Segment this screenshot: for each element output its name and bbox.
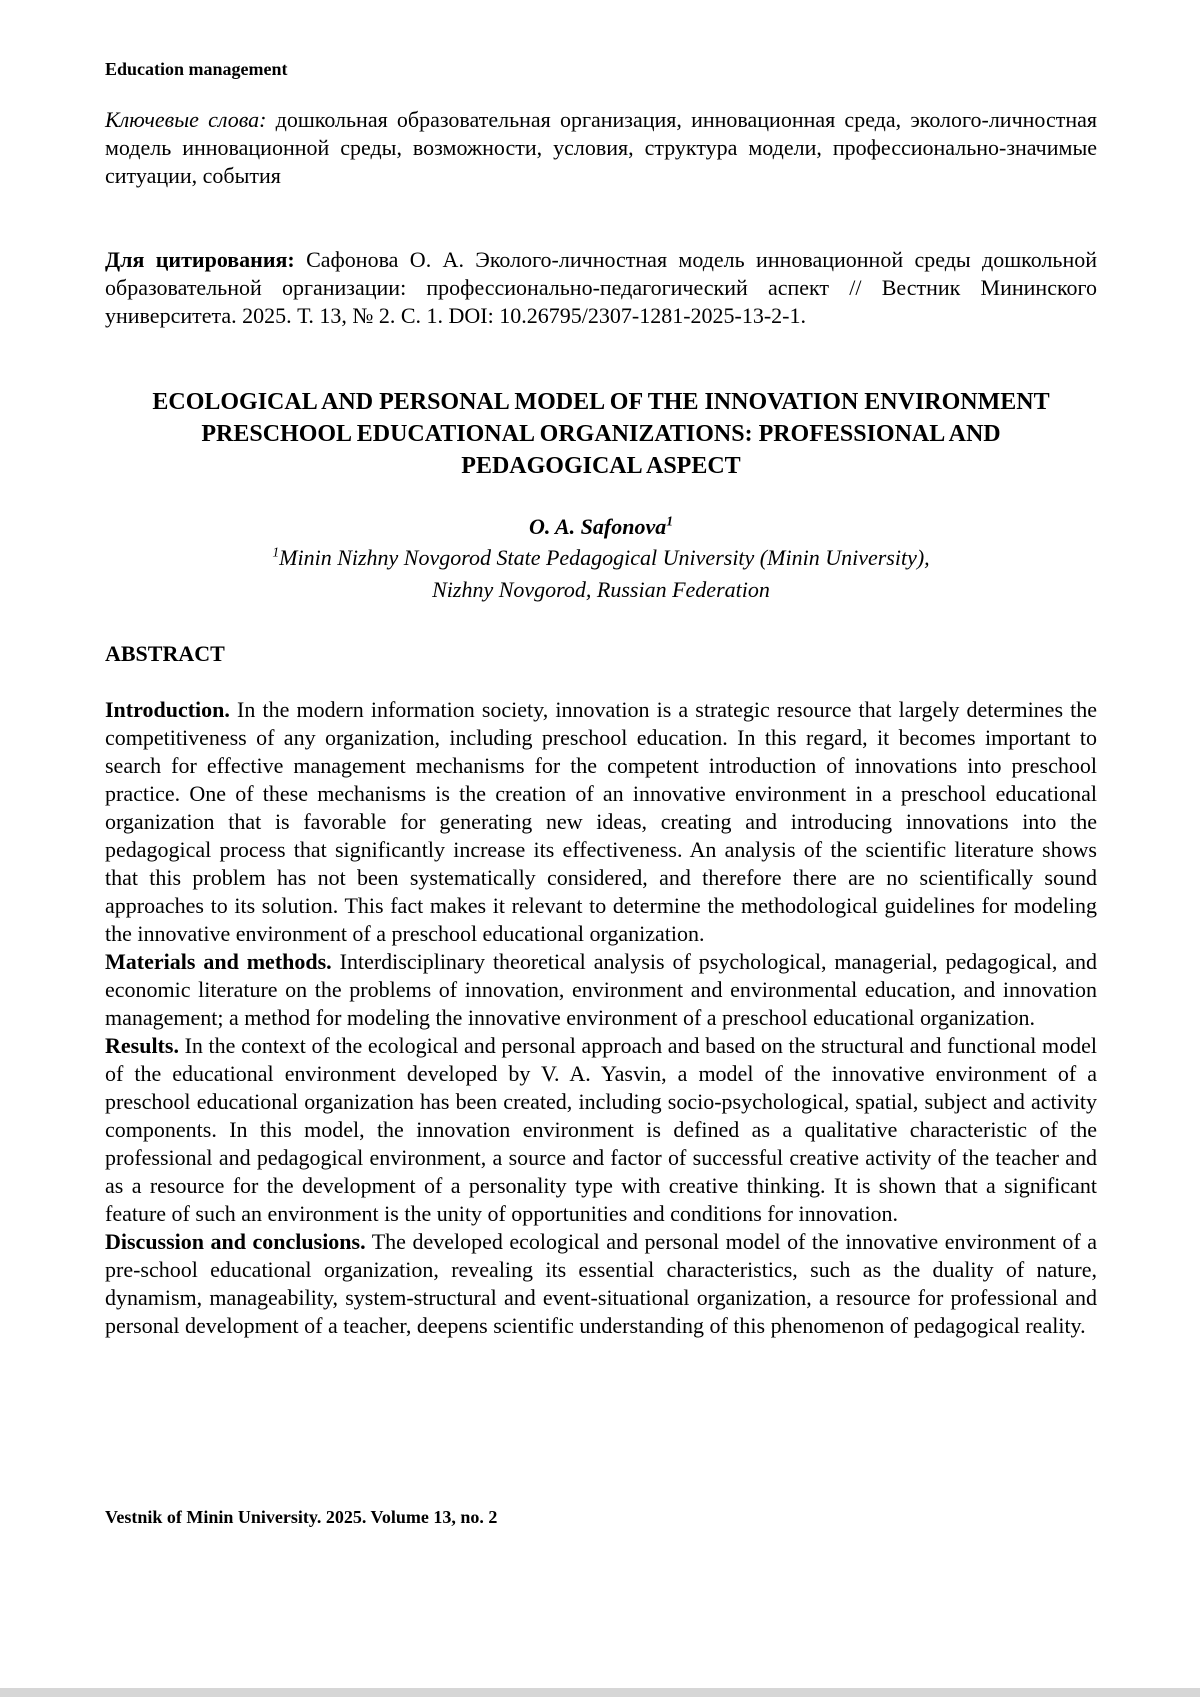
author-name: O. A. Safonova: [528, 514, 667, 539]
abstract-section-results: [105, 1032, 1097, 1228]
section-label: Introduction.: [105, 697, 230, 722]
affiliation-superscript: 1: [272, 544, 280, 560]
section-label: Results.: [105, 1033, 179, 1058]
affiliation-line-1: [105, 542, 1097, 574]
section-text: In the modern information society, innovation is a strategic resource that largely determines the competitiveness of any organization, including preschool education. In this regard, it becomes important to search for effective management mechanisms for the competent introduction of innovations into preschool practice. One of these mechanisms is the creation of an innovative environment in a preschool educational organization that is favorable for generating new ideas, creating and introducing innovations into the pedagogical process that significantly increase its effectiveness. An analysis of the scientific literature shows that this problem has not been systematically considered, and therefore there are no scientifically sound approaches to its solution. This fact makes it relevant to determine the methodological guidelines for modeling the innovative environment of a preschool educational organization.: [105, 697, 1098, 946]
citation-text: Сафонова О. А. Эколого-личностная модель инновационной среды дошкольной образовательной организации: профессионально-педагогический аспект // Вестник Мининского университета. 2025. Т. 13, № 2. С. 1. DOI: 10.26795/2307-1281-2025-13-2-1.: [105, 247, 1098, 328]
affiliation-line-2: Nizhny Novgorod, Russian Federation: [432, 577, 770, 602]
article-title: [105, 386, 1097, 482]
page-bottom-edge: [0, 1688, 1200, 1697]
author-line: [105, 512, 1097, 542]
article-title-line-1: ECOLOGICAL AND PERSONAL MODEL OF THE INNOVATION ENVIRONMENT: [152, 389, 1050, 415]
section-text: The developed ecological and personal model of the innovative environment of a pre-school educational organization, revealing its essential characteristics, such as the duality of nature, dynamism, manageability, system-structural and event-situational organization, a resource for professional and personal development of a teacher, deepens scientific understanding of this phenomenon of pedagogical reality.: [105, 1229, 1097, 1338]
keywords-paragraph: [105, 106, 1097, 190]
running-header: Education management: [105, 59, 288, 79]
abstract-section-discussion-conclusions: [105, 1228, 1097, 1340]
author-superscript: 1: [666, 513, 674, 529]
article-title-line-2: PRESCHOOL EDUCATIONAL ORGANIZATIONS: PROFESSIONAL AND: [201, 421, 1001, 447]
abstract-body: [105, 696, 1097, 1340]
keywords-label: Ключевые слова:: [105, 107, 267, 132]
abstract-heading: ABSTRACT: [105, 641, 225, 666]
abstract-section-materials-methods: [105, 948, 1097, 1032]
citation-paragraph: [105, 246, 1097, 330]
section-text: Interdisciplinary theoretical analysis of psychological, managerial, pedagogical, and economic literature on the problems of innovation, environment and environmental education, and innovation management; a method for modeling the innovative environment of a preschool educational organization.: [105, 949, 1098, 1030]
affiliation-text-1: Minin Nizhny Novgorod State Pedagogical University (Minin University),: [279, 545, 930, 570]
keywords-text: дошкольная образовательная организация, инновационная среда, эколого-личностная модель инновационной среды, возможности, условия, структура модели, профессионально-значимые ситуации, события: [105, 107, 1097, 188]
page-footer: Vestnik of Minin University. 2025. Volume 13, no. 2: [105, 1507, 498, 1527]
citation-label: Для цитирования:: [105, 247, 295, 272]
article-title-line-3: PEDAGOGICAL ASPECT: [461, 453, 741, 479]
section-text: In the context of the ecological and personal approach and based on the structural and functional model of the educational environment developed by V. A. Yasvin, a model of the innovative environment of a preschool educational organization has been created, including socio-psychological, spatial, subject and activity components. In this model, the innovation environment is defined as a qualitative characteristic of the professional and pedagogical environment, a source and factor of successful creative activity of the teacher and as a resource for the development of a personality type with creative thinking. It is shown that a significant feature of such an environment is the unity of opportunities and conditions for innovation.: [105, 1033, 1097, 1226]
section-label: Discussion and conclusions.: [105, 1229, 366, 1254]
section-label: Materials and methods.: [105, 949, 332, 974]
abstract-section-introduction: [105, 696, 1097, 948]
affiliation: [105, 542, 1097, 606]
